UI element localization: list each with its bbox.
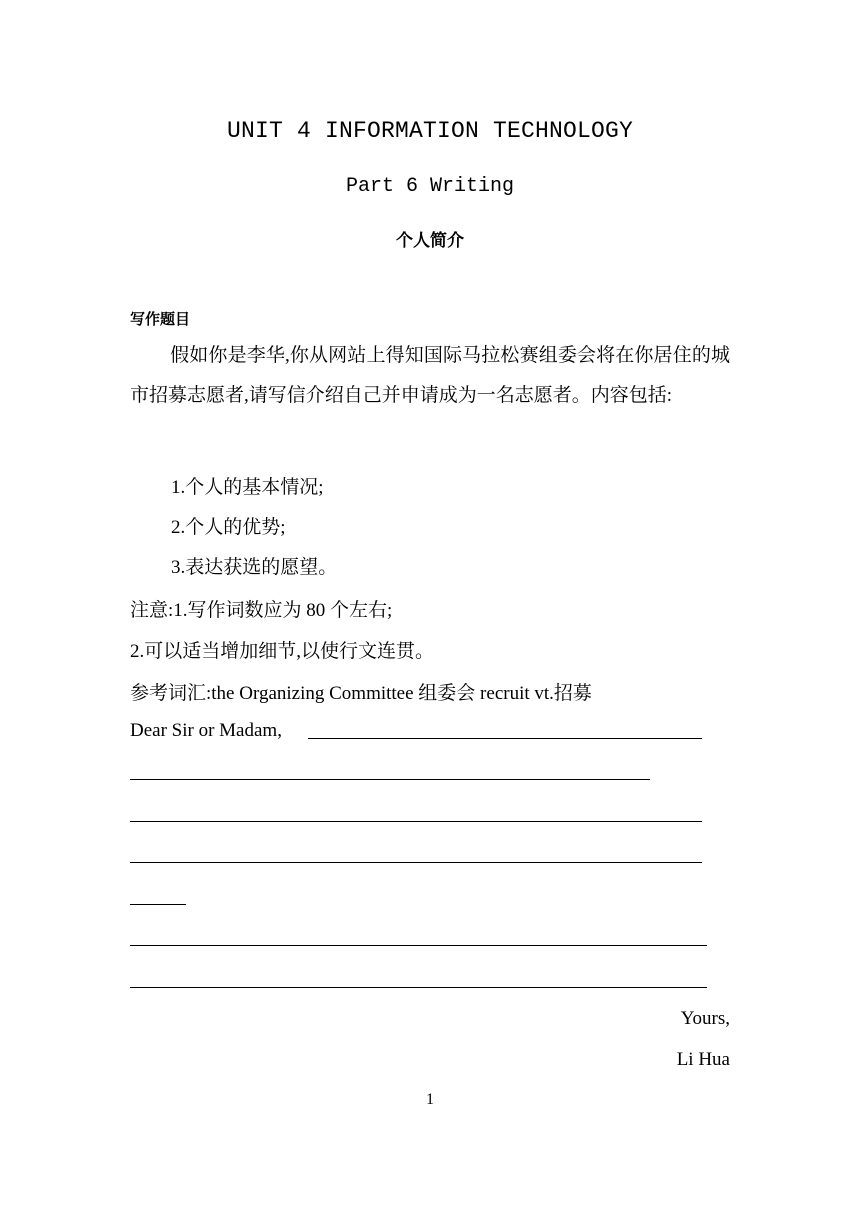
writing-line[interactable] [130,821,702,822]
writing-line[interactable] [130,945,707,946]
writing-line[interactable] [130,904,186,905]
letter-signature: Li Hua [676,1049,730,1070]
writing-line[interactable] [130,987,707,988]
task-prompt-text: 假如你是李华,你从网站上得知国际马拉松赛组委会将在你居住的城市招募志愿者,请写信介绍自己并申请成为一名志愿者。内容包括: [130,345,730,406]
page-subtitle: Part 6 Writing [345,175,515,198]
letter-salutation: Dear Sir or Madam, [130,720,282,741]
writing-line[interactable] [130,862,702,863]
task-item: 2.个人的优势; [171,517,286,538]
section-heading: 个人简介 [396,231,464,251]
reference-vocab: 参考词汇:the Organizing Committee 组委会 recruit vt.招募 [130,683,592,704]
task-prompt [130,336,730,416]
task-note: 2.可以适当增加细节,以使行文连贯。 [130,641,435,662]
writing-line[interactable] [130,779,650,780]
writing-line[interactable] [308,738,702,739]
task-label: 写作题目 [130,310,191,328]
task-note: 注意:1.写作词数应为 80 个左右; [130,600,393,621]
task-item: 3.表达获选的愿望。 [171,557,338,578]
page-number: 1 [426,1091,434,1108]
letter-closing: Yours, [680,1008,730,1029]
page-title: UNIT 4 INFORMATION TECHNOLOGY [226,118,634,144]
task-item: 1.个人的基本情况; [171,477,324,498]
